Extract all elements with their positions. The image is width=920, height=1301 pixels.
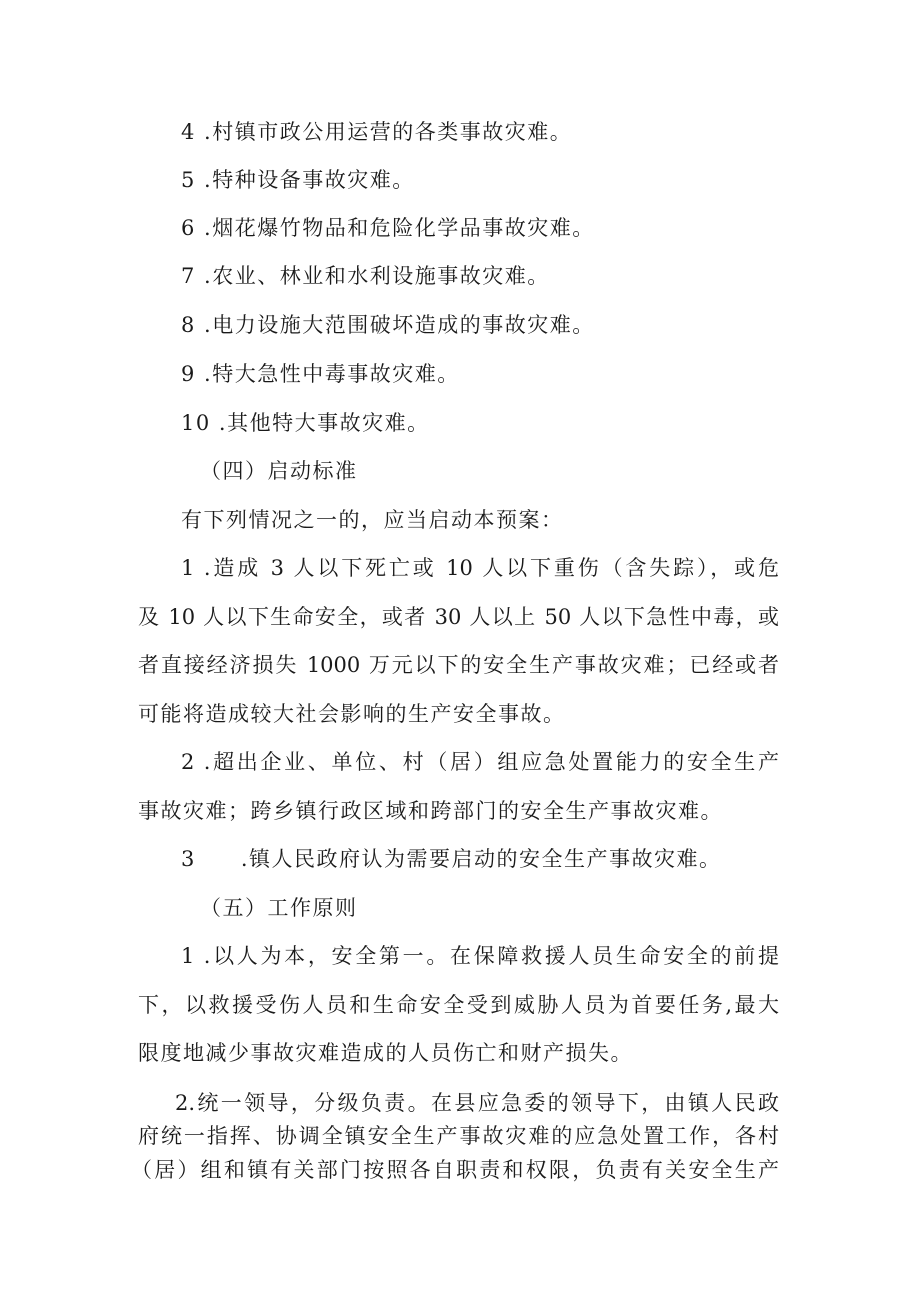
paragraph-line: 2.统一领导，分级负责。在县应急委的领导下，由镇人民政 (175, 1091, 779, 1115)
section-heading-4: （四）启动标准 (200, 459, 358, 483)
paragraph-line: 限度地减少事故灾难造成的人员伤亡和财产损失。 (138, 1041, 633, 1065)
paragraph-line: 可能将造成较大社会影响的生产安全事故。 (138, 702, 566, 726)
paragraph-line: 者直接经济损失 1000 万元以下的安全生产事故灾难；已经或者 (138, 653, 779, 677)
list-item-5: 5 .特种设备事故灾难。 (181, 168, 415, 192)
list-item-10: 10 .其他特大事故灾难。 (181, 411, 430, 435)
list-item-8: 8 .电力设施大范围破坏造成的事故灾难。 (181, 313, 595, 337)
paragraph-line: 2 .超出企业、单位、村（居）组应急处置能力的安全生产 (181, 750, 779, 774)
paragraph-line: 及 10 人以下生命安全，或者 30 人以上 50 人以下急性中毒，或 (138, 605, 779, 629)
list-item-9: 9 .特大急性中毒事故灾难。 (181, 362, 460, 386)
paragraph-line: 下，以救援受伤人员和生命安全受到威胁人员为首要任务,最大 (138, 993, 779, 1017)
list-item-7: 7 .农业、林业和水利设施事故灾难。 (181, 264, 550, 288)
paragraph-line: 有下列情况之一的，应当启动本预案： (181, 508, 564, 532)
paragraph-line: 1 .造成 3 人以下死亡或 10 人以下重伤（含失踪），或危 (181, 556, 779, 580)
list-item-6: 6 .烟花爆竹物品和危险化学品事故灾难。 (181, 216, 595, 240)
paragraph-line: （居）组和镇有关部门按照各自职责和权限，负责有关安全生产 (131, 1158, 779, 1182)
paragraph-line: 府统一指挥、协调全镇安全生产事故灾难的应急处置工作，各村 (138, 1124, 779, 1148)
paragraph-line: 3 .镇人民政府认为需要启动的安全生产事故灾难。 (181, 847, 722, 871)
paragraph-line: 1 .以人为本，安全第一。在保障救援人员生命安全的前提 (181, 944, 779, 968)
paragraph-line: 事故灾难；跨乡镇行政区域和跨部门的安全生产事故灾难。 (138, 799, 723, 823)
list-item-4: 4 .村镇市政公用运营的各类事故灾难。 (181, 120, 573, 144)
section-heading-5: （五）工作原则 (200, 896, 358, 920)
